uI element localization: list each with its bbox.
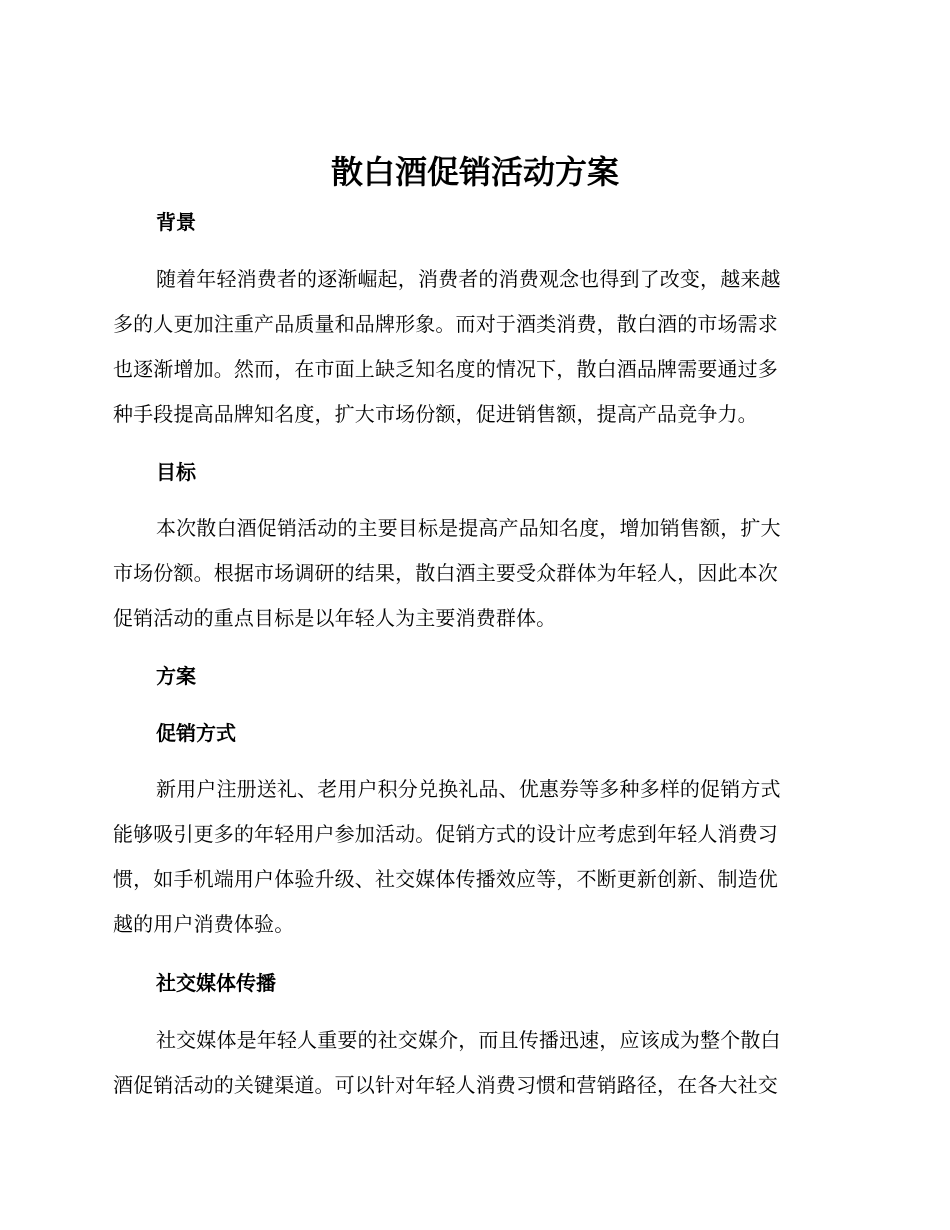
paragraph-social — [113, 1018, 831, 1108]
document-title: 散白酒促销活动方案 — [330, 153, 619, 191]
section-heading-promotion: 促销方式 — [156, 721, 236, 745]
section-heading-social: 社交媒体传播 — [156, 971, 276, 995]
paragraph-line: 能够吸引更多的年轻用户参加活动。促销方式的设计应考虑到年轻人消费习 — [113, 822, 778, 846]
paragraph-promotion — [113, 767, 831, 947]
paragraph-line: 随着年轻消费者的逐渐崛起，消费者的消费观念也得到了改变，越来越 — [156, 267, 781, 291]
paragraph-line: 越的用户消费体验。 — [113, 912, 295, 936]
paragraph-line: 酒促销活动的关键渠道。可以针对年轻人消费习惯和营销路径，在各大社交 — [113, 1073, 778, 1097]
paragraph-line: 社交媒体是年轻人重要的社交媒介，而且传播迅速，应该成为整个散白 — [156, 1028, 781, 1052]
section-heading-background: 背景 — [156, 210, 196, 234]
paragraph-line: 也逐渐增加。然而，在市面上缺乏知名度的情况下，散白酒品牌需要通过多 — [113, 357, 778, 381]
paragraph-line: 种手段提高品牌知名度，扩大市场份额，促进销售额，提高产品竞争力。 — [113, 402, 758, 426]
paragraph-line: 促销活动的重点目标是以年轻人为主要消费群体。 — [113, 606, 557, 630]
paragraph-line: 市场份额。根据市场调研的结果，散白酒主要受众群体为年轻人，因此本次 — [113, 561, 778, 585]
paragraph-goal — [113, 506, 831, 641]
section-heading-plan: 方案 — [156, 664, 196, 688]
paragraph-line: 新用户注册送礼、老用户积分兑换礼品、优惠券等多种多样的促销方式 — [156, 777, 781, 801]
paragraph-line: 本次散白酒促销活动的主要目标是提高产品知名度，增加销售额，扩大 — [156, 516, 781, 540]
paragraph-line: 惯，如手机端用户体验升级、社交媒体传播效应等，不断更新创新、制造优 — [113, 867, 778, 891]
paragraph-background — [113, 257, 831, 437]
section-heading-goal: 目标 — [156, 460, 196, 484]
paragraph-line: 多的人更加注重产品质量和品牌形象。而对于酒类消费，散白酒的市场需求 — [113, 312, 778, 336]
